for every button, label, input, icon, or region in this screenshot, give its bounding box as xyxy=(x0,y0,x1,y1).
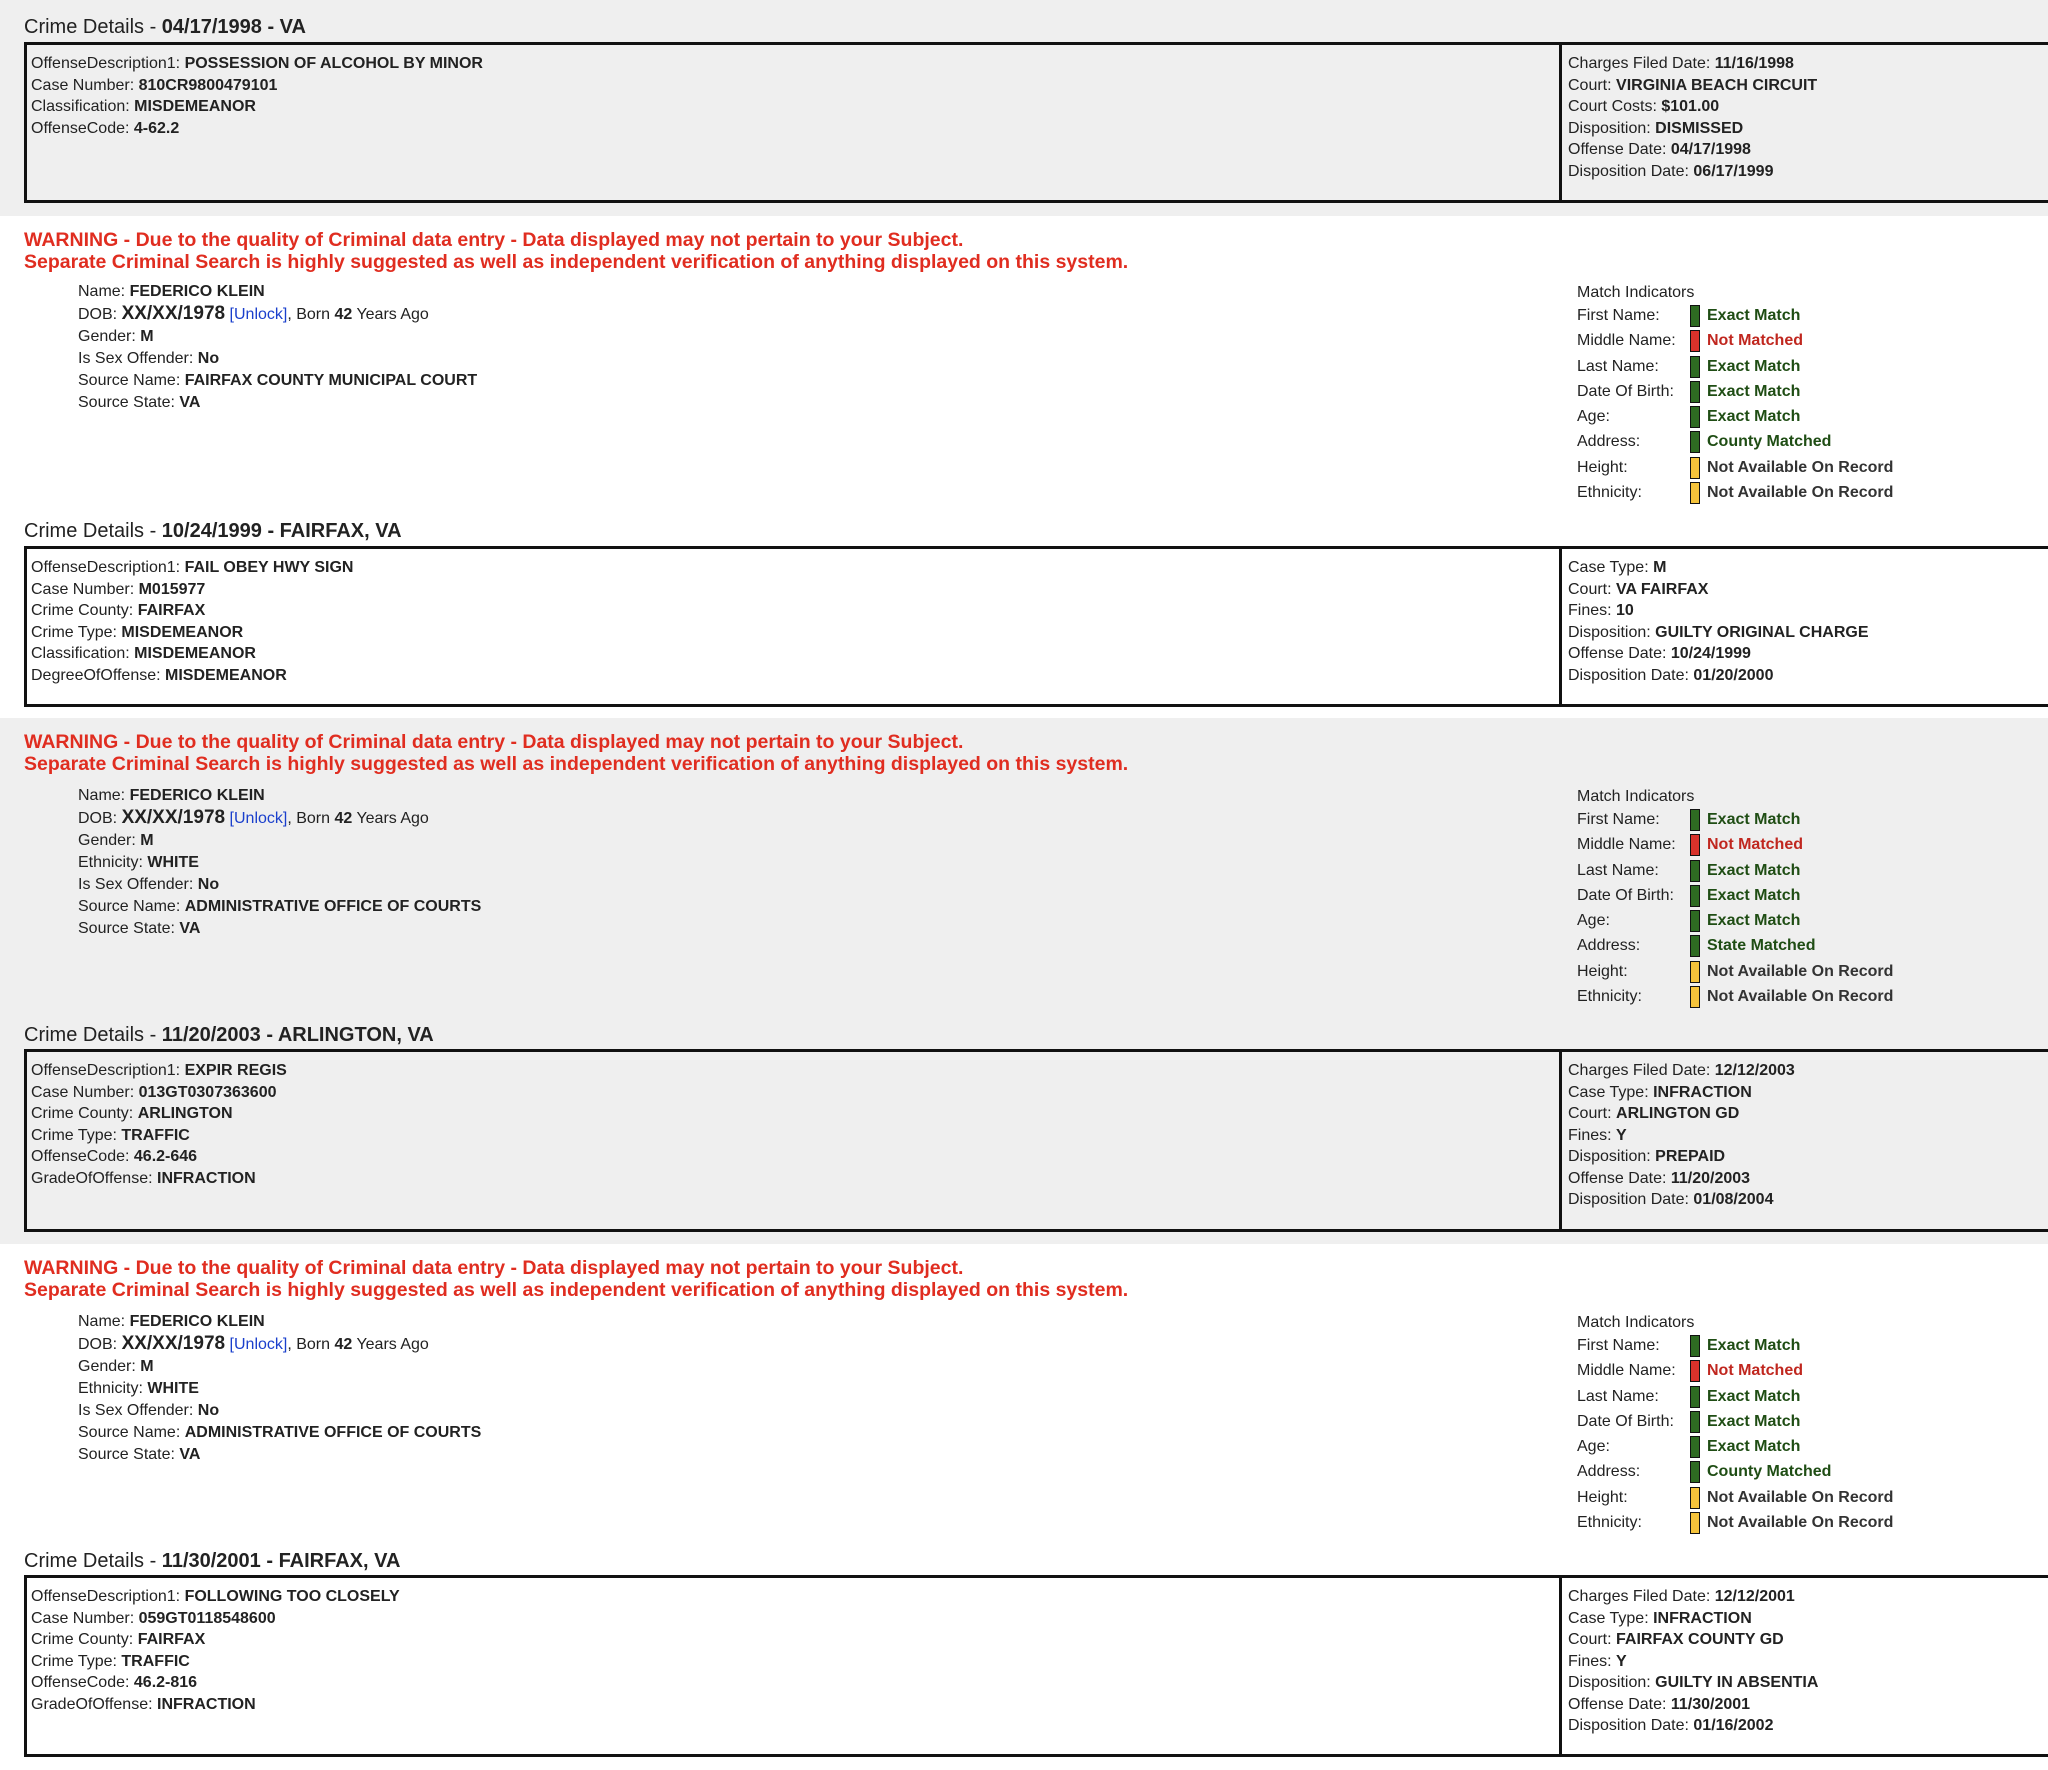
crime-field: Disposition: GUILTY ORIGINAL CHARGE xyxy=(1568,623,1869,641)
match-status-indicator xyxy=(1690,457,1700,479)
crime-title-label: Crime Details - xyxy=(24,16,162,38)
match-indicators xyxy=(1577,1313,1894,1535)
match-row: Last Name: Exact Match xyxy=(1577,354,1694,379)
subject-field: Source Name: FAIRFAX COUNTY MUNICIPAL COURT xyxy=(78,372,478,389)
subject-field: Is Sex Offender: No xyxy=(78,876,220,893)
warning-message xyxy=(24,230,1128,273)
crime-divider xyxy=(1559,1575,1562,1757)
match-status-indicator xyxy=(1690,431,1700,453)
subject-field: Source Name: ADMINISTRATIVE OFFICE OF COURTS xyxy=(78,1424,482,1441)
crime-field: OffenseDescription1: EXPIR REGIS xyxy=(31,1062,287,1079)
warning-line-1: WARNING - Due to the quality of Criminal data entry - Data displayed may not pertain to your Subject. xyxy=(24,1257,964,1279)
warning-line-2: Separate Criminal Search is highly suggested as well as independent verification of anything displayed on this system. xyxy=(24,250,1129,273)
warning-message xyxy=(24,1258,1128,1301)
crime-right-col xyxy=(1568,1586,1818,1737)
match-row: Ethnicity: Not Available On Record xyxy=(1577,1510,1694,1535)
crime-field: Case Type: M xyxy=(1568,559,1667,576)
crime-field: Classification: MISDEMEANOR xyxy=(31,645,256,662)
record-2 xyxy=(0,216,2048,718)
subject-field: Gender: M xyxy=(78,832,154,849)
subject-info xyxy=(78,785,481,940)
crime-field: OffenseDescription1: FAIL OBEY HWY SIGN xyxy=(31,559,354,576)
crime-field: Court: FAIRFAX COUNTY GD xyxy=(1568,1631,1784,1648)
unlock-link[interactable]: [Unlock] xyxy=(229,810,288,827)
crime-field: Crime Type: TRAFFIC xyxy=(31,1126,190,1144)
match-indicators xyxy=(1577,787,1894,1009)
warning-line-2: Separate Criminal Search is highly suggested as well as independent verification of anything displayed on this system. xyxy=(24,1278,1129,1301)
match-row: Middle Name: Not Matched xyxy=(1577,1358,1694,1383)
unlock-link[interactable]: [Unlock] xyxy=(229,1336,288,1353)
crime-field: Court: VA FAIRFAX xyxy=(1568,580,1709,598)
match-status-indicator xyxy=(1690,330,1700,352)
record-3 xyxy=(0,718,2048,1244)
crime-left-col xyxy=(31,53,483,139)
match-row: Address: County Matched xyxy=(1577,429,1694,454)
crime-field: Case Number: 059GT0118548600 xyxy=(31,1609,276,1627)
subject-field: Source State: VA xyxy=(78,394,201,411)
match-status-indicator xyxy=(1690,1335,1700,1357)
subject-field: Ethnicity: WHITE xyxy=(78,1380,199,1397)
crime-title: Crime Details - 10/24/1999 - FAIRFAX, VA xyxy=(24,520,402,542)
crime-field: Case Number: 810CR9800479101 xyxy=(31,76,278,94)
crime-field: OffenseCode: 46.2-816 xyxy=(31,1674,198,1691)
match-row: First Name: Exact Match xyxy=(1577,1333,1694,1358)
match-status-indicator xyxy=(1690,809,1700,831)
match-row: Date Of Birth: Exact Match xyxy=(1577,379,1694,404)
subject-field: Source State: VA xyxy=(78,1446,201,1463)
warning-line-1: WARNING - Due to the quality of Criminal data entry - Data displayed may not pertain to your Subject. xyxy=(24,731,964,753)
subject-name: Name: FEDERICO KLEIN xyxy=(78,1313,265,1330)
match-status-indicator xyxy=(1690,381,1700,403)
subject-field: Gender: M xyxy=(78,328,154,345)
crime-field: Disposition Date: 01/08/2004 xyxy=(1568,1191,1774,1208)
match-indicators-title: Match Indicators xyxy=(1577,1314,1695,1331)
crime-field: Crime County: FAIRFAX xyxy=(31,602,206,619)
match-row: Ethnicity: Not Available On Record xyxy=(1577,480,1694,505)
match-indicators-title: Match Indicators xyxy=(1577,284,1695,301)
crime-field: DegreeOfOffense: MISDEMEANOR xyxy=(31,666,287,684)
crime-left-col xyxy=(31,557,353,686)
record-1 xyxy=(0,0,2048,216)
match-row: Address: County Matched xyxy=(1577,1459,1694,1484)
crime-field: Case Number: M015977 xyxy=(31,580,206,598)
crime-field: Crime Type: MISDEMEANOR xyxy=(31,623,244,641)
match-status-indicator xyxy=(1690,986,1700,1008)
match-row: First Name: Exact Match xyxy=(1577,303,1694,328)
crime-field: OffenseDescription1: FOLLOWING TOO CLOSELY xyxy=(31,1588,400,1605)
crime-details-box xyxy=(24,546,2048,707)
subject-name: Name: FEDERICO KLEIN xyxy=(78,283,265,300)
crime-title-value: 04/17/1998 - VA xyxy=(161,16,306,38)
crime-field: Offense Date: 04/17/1998 xyxy=(1568,141,1751,158)
match-row: First Name: Exact Match xyxy=(1577,807,1694,832)
crime-left-col xyxy=(31,1586,400,1715)
crime-field: GradeOfOffense: INFRACTION xyxy=(31,1695,256,1713)
match-status-indicator xyxy=(1690,1360,1700,1382)
crime-field: Court: VIRGINIA BEACH CIRCUIT xyxy=(1568,76,1818,94)
match-status-indicator xyxy=(1690,935,1700,957)
crime-field: Disposition Date: 06/17/1999 xyxy=(1568,162,1774,180)
warning-line-2: Separate Criminal Search is highly suggested as well as independent verification of anything displayed on this system. xyxy=(24,752,1129,775)
crime-right-col xyxy=(1568,53,1817,182)
match-row: Height: Not Available On Record xyxy=(1577,959,1694,984)
match-indicators xyxy=(1577,283,1894,505)
crime-divider xyxy=(1559,546,1562,707)
crime-field: Charges Filed Date: 12/12/2001 xyxy=(1568,1588,1795,1605)
match-status-indicator xyxy=(1690,305,1700,327)
match-status-indicator xyxy=(1690,860,1700,882)
match-row: Address: State Matched xyxy=(1577,933,1694,958)
crime-field: Court Costs: $101.00 xyxy=(1568,98,1720,115)
crime-title: Crime Details - 11/20/2003 - ARLINGTON, VA xyxy=(24,1024,434,1046)
crime-field: Fines: 10 xyxy=(1568,602,1634,619)
crime-field: Classification: MISDEMEANOR xyxy=(31,98,256,115)
crime-field: Charges Filed Date: 12/12/2003 xyxy=(1568,1062,1795,1079)
subject-dob: DOB: XX/XX/1978 [Unlock], Born 42 Years Ago xyxy=(78,1333,429,1354)
match-status-indicator xyxy=(1690,1436,1700,1458)
record-4 xyxy=(0,1244,2048,1770)
warning-line-1: WARNING - Due to the quality of Criminal data entry - Data displayed may not pertain to your Subject. xyxy=(24,229,964,251)
crime-details-box xyxy=(24,42,2048,203)
crime-field: Disposition Date: 01/20/2000 xyxy=(1568,666,1774,684)
warning-message xyxy=(24,732,1128,775)
crime-title: Crime Details - 11/30/2001 - FAIRFAX, VA xyxy=(24,1550,401,1572)
subject-dob: DOB: XX/XX/1978 [Unlock], Born 42 Years Ago xyxy=(78,303,429,324)
subject-field: Gender: M xyxy=(78,1358,154,1375)
unlock-link[interactable]: [Unlock] xyxy=(229,306,288,323)
crime-field: Disposition: PREPAID xyxy=(1568,1148,1726,1165)
match-row: Last Name: Exact Match xyxy=(1577,1384,1694,1409)
match-row: Last Name: Exact Match xyxy=(1577,858,1694,883)
subject-field: Is Sex Offender: No xyxy=(78,350,220,367)
subject-info xyxy=(78,281,477,414)
crime-left-col xyxy=(31,1060,287,1189)
subject-name: Name: FEDERICO KLEIN xyxy=(78,787,265,804)
crime-divider xyxy=(1559,42,1562,203)
crime-field: Offense Date: 11/30/2001 xyxy=(1568,1695,1751,1713)
crime-field: Case Number: 013GT0307363600 xyxy=(31,1083,277,1101)
crime-field: Disposition: GUILTY IN ABSENTIA xyxy=(1568,1674,1819,1691)
match-status-indicator xyxy=(1690,406,1700,428)
match-status-indicator xyxy=(1690,1512,1700,1534)
match-row: Middle Name: Not Matched xyxy=(1577,832,1694,857)
subject-field: Is Sex Offender: No xyxy=(78,1402,220,1419)
match-row: Date Of Birth: Exact Match xyxy=(1577,883,1694,908)
match-row: Ethnicity: Not Available On Record xyxy=(1577,984,1694,1009)
crime-field: Disposition Date: 01/16/2002 xyxy=(1568,1717,1774,1734)
match-row: Date Of Birth: Exact Match xyxy=(1577,1409,1694,1434)
crime-field: Disposition: DISMISSED xyxy=(1568,119,1744,137)
crime-title xyxy=(24,16,306,39)
crime-right-col xyxy=(1568,1060,1795,1211)
match-row: Height: Not Available On Record xyxy=(1577,455,1694,480)
match-status-indicator xyxy=(1690,1386,1700,1408)
match-status-indicator xyxy=(1690,910,1700,932)
subject-info xyxy=(78,1311,481,1466)
crime-field: Crime County: ARLINGTON xyxy=(31,1105,233,1122)
match-row: Age: Exact Match xyxy=(1577,908,1694,933)
crime-field: Crime County: FAIRFAX xyxy=(31,1631,206,1648)
subject-field: Ethnicity: WHITE xyxy=(78,854,199,871)
crime-field: Case Type: INFRACTION xyxy=(1568,1083,1752,1101)
match-status-indicator xyxy=(1690,482,1700,504)
crime-field: Court: ARLINGTON GD xyxy=(1568,1105,1740,1122)
crime-details-box xyxy=(24,1575,2048,1757)
crime-field: Fines: Y xyxy=(1568,1126,1627,1144)
crime-field: Case Type: INFRACTION xyxy=(1568,1609,1752,1627)
match-status-indicator xyxy=(1690,1461,1700,1483)
subject-dob: DOB: XX/XX/1978 [Unlock], Born 42 Years Ago xyxy=(78,807,429,828)
match-status-indicator xyxy=(1690,1411,1700,1433)
crime-divider xyxy=(1559,1049,1562,1232)
crime-field: Offense Date: 11/20/2003 xyxy=(1568,1169,1751,1187)
crime-field: Charges Filed Date: 11/16/1998 xyxy=(1568,55,1794,72)
match-status-indicator xyxy=(1690,356,1700,378)
crime-right-col xyxy=(1568,557,1869,686)
crime-field: Fines: Y xyxy=(1568,1652,1627,1670)
match-row: Height: Not Available On Record xyxy=(1577,1485,1694,1510)
crime-field: OffenseCode: 46.2-646 xyxy=(31,1148,198,1165)
crime-field: Offense Date: 10/24/1999 xyxy=(1568,645,1751,662)
match-status-indicator xyxy=(1690,834,1700,856)
crime-field: GradeOfOffense: INFRACTION xyxy=(31,1169,256,1187)
match-row: Age: Exact Match xyxy=(1577,404,1694,429)
crime-field: OffenseDescription1: POSSESSION OF ALCOHOL BY MINOR xyxy=(31,55,483,72)
crime-details-box xyxy=(24,1049,2048,1232)
crime-field: Crime Type: TRAFFIC xyxy=(31,1652,190,1670)
match-indicators-title: Match Indicators xyxy=(1577,788,1695,805)
match-row: Middle Name: Not Matched xyxy=(1577,328,1694,353)
match-row: Age: Exact Match xyxy=(1577,1434,1694,1459)
match-status-indicator xyxy=(1690,961,1700,983)
subject-field: Source State: VA xyxy=(78,920,201,937)
match-status-indicator xyxy=(1690,885,1700,907)
subject-field: Source Name: ADMINISTRATIVE OFFICE OF COURTS xyxy=(78,898,482,915)
match-status-indicator xyxy=(1690,1487,1700,1509)
crime-field: OffenseCode: 4-62.2 xyxy=(31,119,180,137)
